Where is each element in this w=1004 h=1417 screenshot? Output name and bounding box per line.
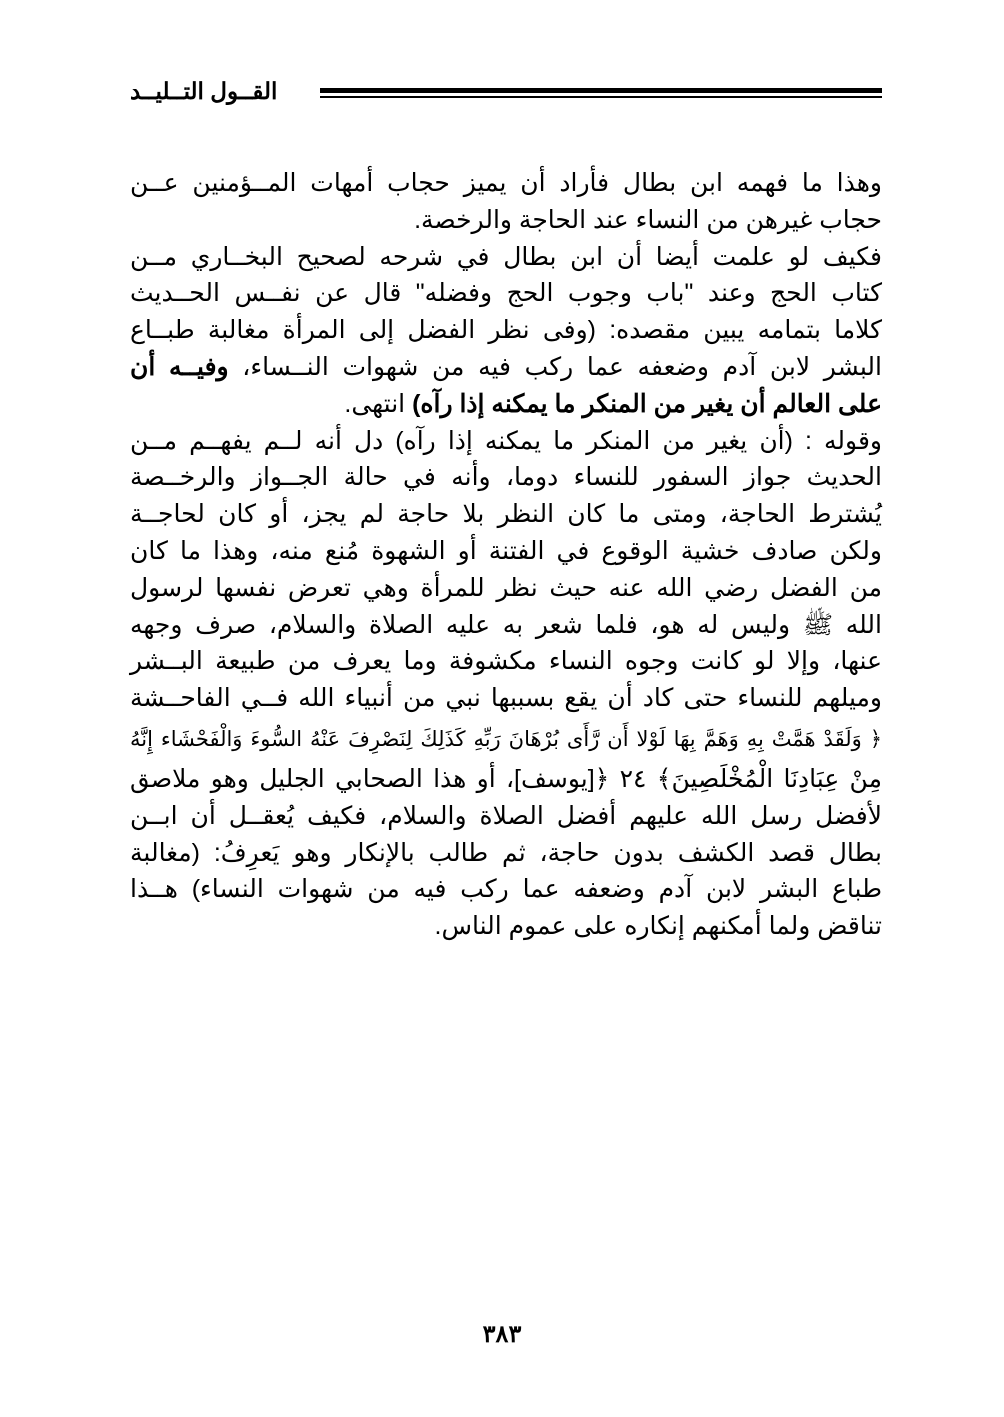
- text-segment: الله ﷺ وليس له هو، فلما شعر به عليه الصلاة والسلام، صرف وجهه: [130, 610, 882, 639]
- body-text: [130, 165, 882, 945]
- text-line: [130, 871, 882, 908]
- text-line: [130, 761, 882, 798]
- text-line: [130, 386, 882, 423]
- text-line: [130, 570, 882, 607]
- header-rule-thick: [320, 88, 882, 93]
- text-segment: وميلهم للنساء حتى كاد أن يقع بسببها نبي من أنبياء الله فــي الفاحــشة: [130, 684, 882, 713]
- text-line: [130, 607, 882, 644]
- text-segment: حجاب غيرهن من النساء عند الحاجة والرخصة.: [414, 205, 882, 234]
- text-segment: من الفضل رضي الله عنه حيث نظر للمرأة وهي تعرض نفسها لرسول: [130, 573, 882, 602]
- text-line: [130, 908, 882, 945]
- text-line: [130, 798, 882, 835]
- text-segment: مِنْ عِبَادِنَا الْمُخْلَصِينَ﴾ ٢٤ ﴿[يوسف]، أو هذا الصحابي الجليل وهو ملاصق: [130, 764, 882, 793]
- text-segment: وهذا ما فهمه ابن بطال فأراد أن يميز حجاب أمهات المــؤمنين عــن: [130, 169, 882, 197]
- text-line: [130, 312, 882, 349]
- text-line: [130, 459, 882, 496]
- text-line: [130, 349, 882, 386]
- text-segment: تناقض ولما أمكنهم إنكاره على عموم الناس.: [434, 912, 882, 941]
- text-segment: كتاب الحج وعند "باب وجوب الحج وفضله" قال عن نفــس الحــديث: [130, 279, 882, 308]
- text-segment: لأفضل رسل الله عليهم أفضل الصلاة والسلام، فكيف يُعقــل أن ابــن: [130, 801, 882, 830]
- text-segment: عنها، وإلا لو كانت وجوه النساء مكشوفة وما يعرف من طبيعة البــشر: [130, 647, 882, 676]
- text-segment: يُشترط الحاجة، ومتى ما كان النظر بلا حاجة لم يجز، أو كان لحاجــة: [130, 500, 882, 529]
- running-header-title: القــول التــليــد: [130, 78, 278, 104]
- text-line: [130, 423, 882, 460]
- text-segment: وقوله : (أن يغير من المنكر ما يمكنه إذا رآه) دل أنه لــم يفهــم مــن: [130, 426, 882, 455]
- running-header: [130, 78, 882, 108]
- bold-text: على العالم أن يغير من المنكر ما يمكنه إذا رآه): [412, 389, 882, 418]
- text-segment: انتهى.: [344, 389, 413, 418]
- text-segment: ولكن صادف خشية الوقوع في الفتنة أو الشهوة مُنع منه، وهذا ما كان: [130, 536, 882, 565]
- text-line: [130, 680, 882, 717]
- text-segment: ﴿ وَلَقَدْ هَمَّتْ بِهِ وَهَمَّ بِهَا لَوْلا أَن رَّأَى بُرْهَانَ رَبِّهِ كَذَلِكَ لِنَصْرِفَ عَنْهُ السُّوءَ وَالْفَحْشَاء إِنَّهُ: [130, 726, 882, 751]
- bold-text: وفيــه أن: [130, 352, 229, 381]
- text-segment: كلاما بتمامه يبين مقصده: (وفى نظر الفضل إلى المرأة مغالبة طبــاع: [130, 316, 882, 345]
- text-line: [130, 275, 882, 312]
- text-segment: الحديث جواز السفور للنساء دوما، وأنه في حالة الجــواز والرخــصة: [130, 463, 882, 492]
- text-segment: بطال قصد الكشف بدون حاجة، ثم طالب بالإنكار وهو يَعرِفُ: (مغالبة: [130, 838, 882, 867]
- text-line: [130, 533, 882, 570]
- page-number: ٣٨٣: [482, 1321, 522, 1348]
- text-line: [130, 165, 882, 202]
- text-segment: البشر لابن آدم وضعفه عما ركب فيه من شهوات النــساء،: [228, 352, 882, 381]
- text-line: [130, 202, 882, 239]
- text-line: [130, 496, 882, 533]
- text-line: [130, 835, 882, 872]
- text-line: [130, 643, 882, 680]
- text-line: [130, 239, 882, 276]
- text-segment: طباع البشر لابن آدم وضعفه عما ركب فيه من شهوات النساء) هــذا: [130, 875, 882, 904]
- text-segment: فكيف لو علمت أيضا أن ابن بطال في شرحه لصحيح البخــاري مــن: [130, 242, 882, 271]
- header-rule-thin: [320, 96, 882, 98]
- quran-verse-line: [130, 717, 882, 761]
